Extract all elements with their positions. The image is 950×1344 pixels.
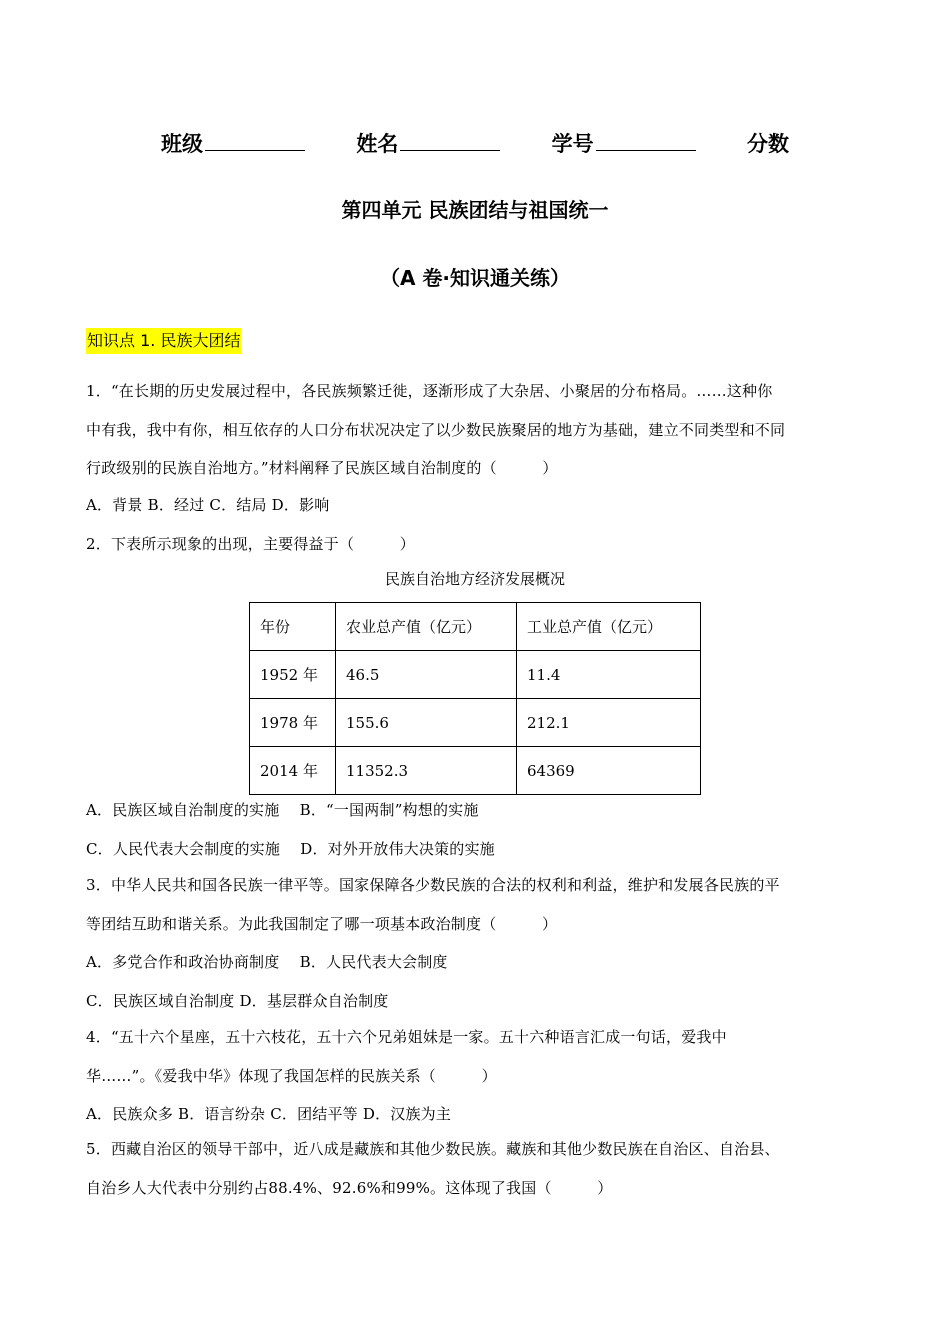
table-header-row (250, 603, 701, 651)
table-row (250, 747, 701, 795)
question-5 (86, 1130, 866, 1207)
table-header-cell: 工业总产值（亿元） (517, 603, 701, 651)
question-line: 中有我，我中有你，相互依存的人口分布状况决定了以少数民族聚居的地方为基础，建立不同类型和不同 (86, 420, 786, 439)
table-cell: 2014 年 (250, 747, 336, 795)
table-cell: 1952 年 (250, 651, 336, 699)
question-4 (86, 1018, 866, 1134)
table-row (250, 651, 701, 699)
question-options: C．民族区域自治制度 D．基层群众自治制度 (86, 991, 389, 1010)
knowledge-point-heading: 知识点 1. 民族大团结 (86, 328, 241, 354)
question-line: 1．“在长期的历史发展过程中，各民族频繁迁徙，逐渐形成了大杂居、小聚居的分布格局。……这种你 (86, 382, 773, 400)
table-cell: 1978 年 (250, 699, 336, 747)
question-line: 行政级别的民族自治地方。”材料阐释了民族区域自治制度的（ ） (86, 459, 558, 477)
question-options: A．背景 B．经过 C．结局 D．影响 (86, 495, 330, 514)
question-options: A．民族区域自治制度的实施 B．“一国两制”构想的实施 (86, 801, 479, 819)
question-line: 自治乡人大代表中分别约占88.4%、92.6%和99%。这体现了我国（ ） (86, 1178, 613, 1197)
id-field: 学号 (552, 128, 696, 158)
table-cell: 155.6 (336, 699, 517, 747)
question-1 (86, 372, 866, 524)
question-line: 等团结互助和谐关系。为此我国制定了哪一项基本政治制度（ ） (86, 914, 558, 933)
question-line: 3．中华人民共和国各民族一律平等。国家保障各少数民族的合法的权利和利益，维护和发展各民族的平 (86, 876, 780, 894)
question-3 (86, 866, 866, 1020)
table-cell: 64369 (517, 747, 701, 795)
score-field: 分数 (746, 132, 789, 156)
question-line: 5．西藏自治区的领导干部中，近八成是藏族和其他少数民族。藏族和其他少数民族在自治区、自治县、 (86, 1140, 780, 1158)
table-cell: 212.1 (517, 699, 701, 747)
question-line: 2．下表所示现象的出现，主要得益于（ ） (86, 535, 415, 553)
table-header-cell: 年份 (250, 603, 336, 651)
economy-table (249, 602, 701, 795)
paper-subtitle: （A 卷·知识通关练） (379, 266, 571, 290)
id-blank[interactable] (596, 132, 696, 151)
question-line: 4．“五十六个星座，五十六枝花，五十六个兄弟姐妹是一家。五十六种语言汇成一句话，爱我中 (86, 1028, 727, 1046)
table-cell: 11352.3 (336, 747, 517, 795)
name-blank[interactable] (400, 132, 500, 151)
question-line: 华……”。《爱我中华》体现了我国怎样的民族关系（ ） (86, 1066, 497, 1085)
question-options: A．民族众多 B．语言纷杂 C．团结平等 D．汉族为主 (86, 1105, 452, 1123)
name-field: 姓名 (356, 128, 500, 158)
unit-title: 第四单元 民族团结与祖国统一 (341, 198, 609, 222)
question-options: A．多党合作和政治协商制度 B．人民代表大会制度 (86, 953, 448, 971)
class-field: 班级 (161, 128, 305, 158)
table-header-cell: 农业总产值（亿元） (336, 603, 517, 651)
question-2 (86, 525, 866, 564)
table-caption: 民族自治地方经济发展概况 (384, 570, 565, 588)
question-options: C．人民代表大会制度的实施 D．对外开放伟大决策的实施 (86, 839, 495, 858)
table-cell: 46.5 (336, 651, 517, 699)
question-2-options (86, 791, 866, 868)
student-info-line (0, 128, 950, 158)
class-blank[interactable] (205, 132, 305, 151)
table-row (250, 699, 701, 747)
table-cell: 11.4 (517, 651, 701, 699)
